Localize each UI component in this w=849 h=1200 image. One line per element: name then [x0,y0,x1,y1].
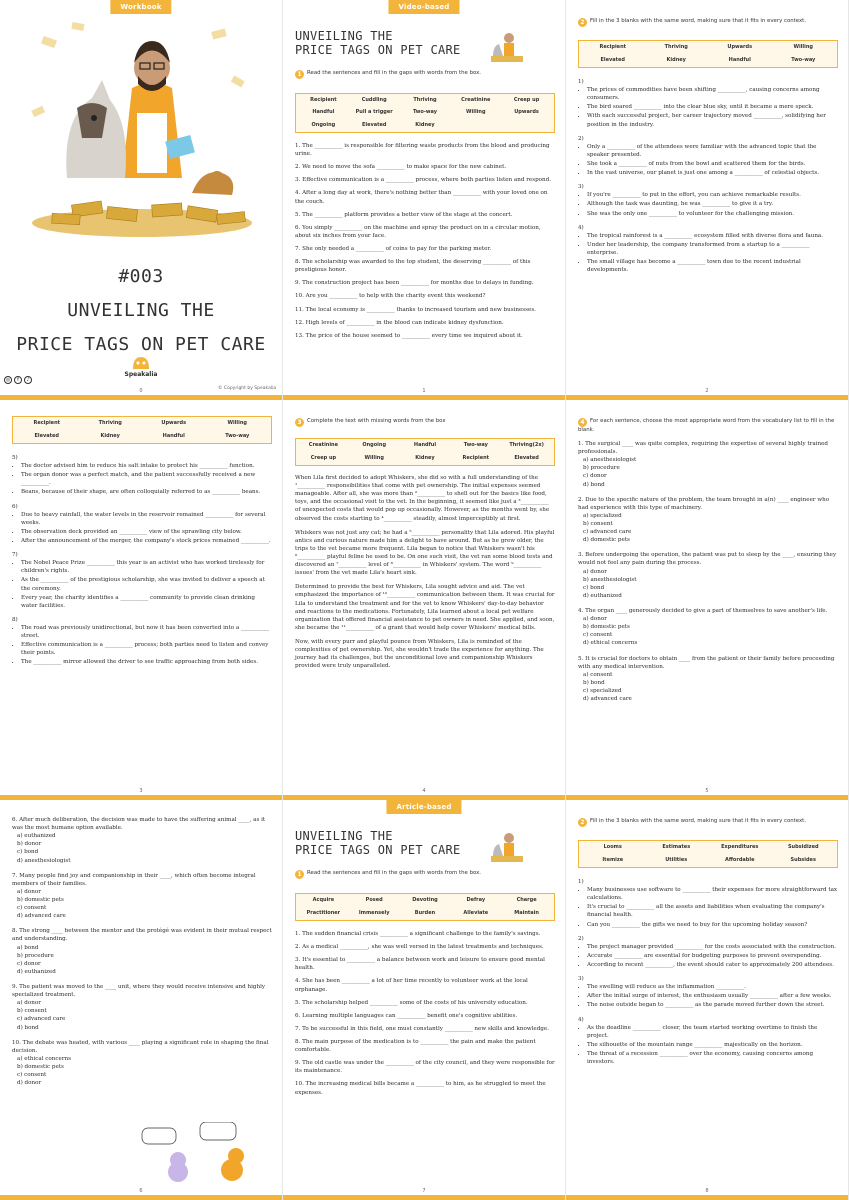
word-box-item: Upwards [727,44,753,50]
sentence: 4. After a long day at work, there's nothing better than __________ with your loved one on the couch. [295,190,548,205]
sentence: 10. Are you __________ to help with the charity event this weekend? [295,293,486,300]
word-box-item: Willing [466,109,486,116]
page-number: 0 [139,388,143,394]
section-title-line2: PRICE TAGS ON PET CARE [295,842,461,857]
page-video-exercise-2 [566,0,849,400]
block-items [578,1024,838,1067]
answer-option[interactable]: a) donor [583,616,607,623]
cover-title-line2: PRICE TAGS ON PET CARE [16,334,266,355]
mcq-question [578,551,838,600]
page-number: 6 [139,1188,143,1194]
block-label: 2) [578,935,584,942]
word-box-item: Subsides [790,856,816,863]
word-box-item: Willing [227,420,247,426]
question-text: 3. Before undergoing the operation, the patient was put to sleep by the ____, ensuring they would not feel any pain during the process. [578,552,837,567]
blank-block [12,503,272,546]
answer-option[interactable]: b) bond [583,679,605,686]
block-label: 7) [12,552,18,559]
page-number: 4 [422,788,426,794]
word-box-item: Creep up [513,97,540,103]
question-text: 10. The debate was heated, with various ____ playing a significant role in shaping the final decision. [12,1039,269,1054]
block-item: • She took a __________ of nuts from the bowl and scattered them for the birds. [587,160,838,168]
block-item: • Many businesses use software to __________ their expenses for more straightforward tax calculations. [587,886,838,902]
block-label: 3) [578,976,584,983]
block-item: • Effective communication is a __________ process; both parties need to listen and convey their points. [21,641,272,657]
block-item: • The small village has become a __________ town due to the recent industrial developments. [587,258,838,274]
block-label: 6) [12,503,18,510]
block-item: • According to recent __________, the event should cater to approximately 200 attendees. [587,961,838,969]
block-items [12,624,272,667]
page-bar [283,1195,565,1200]
page-bar [0,1195,282,1200]
mcq-list [12,816,272,1094]
question-text: 4. The organ ____ generously decided to give a part of themselves to save another's life. [578,607,828,614]
block-item: • Only a __________ of the attendees were familiar with the advanced topic that the speaker presented. [587,143,838,159]
page-video-exercise-1 [283,0,566,400]
sentence: 5. The scholarship helped __________ some of the costs of his university education. [295,999,528,1006]
answer-option[interactable]: a) anesthesiologist [583,457,637,464]
brand-logo-icon [131,355,151,371]
block-item: • The bird soared __________ into the clear blue sky, until it became a mere speck. [587,103,838,111]
word-box [295,893,555,921]
blank-block [12,454,272,497]
answer-option[interactable]: a) bond [17,944,39,951]
block-items [578,983,838,1009]
mcq-question [578,440,838,489]
answer-option[interactable]: b) consent [17,1008,47,1015]
answer-option[interactable]: a) donor [583,568,607,575]
answer-option[interactable]: b) consent [583,520,613,527]
word-box-item: Upwards [514,109,539,116]
blank-block [578,224,838,275]
sentence: 6. Learning multiple languages can __________ benefit one's cognitive abilities. [295,1012,518,1019]
block-item: • Under her leadership, the company transformed from a startup to a __________ enterprise. [587,241,838,257]
exercise-number: 2 [578,818,587,827]
block-item: • The __________ mirror allowed the driver to see traffic approaching from both sides. [21,658,272,666]
sentence: 3. Effective communication is a __________ process, where both parties listen and respond. [295,177,551,184]
block-item: • The tropical rainforest is a __________ ecosystem filled with diverse flora and fauna. [587,232,838,240]
block-item: • In the vast universe, our planet is just one among a __________ of celestial objects. [587,169,838,177]
article-based-banner: Article-based [386,800,461,814]
blank-block [12,616,272,667]
page-cover [0,0,283,400]
sentence-list [295,930,555,1102]
sentence: 9. The old castle was under the __________ of the city council, and they were responsible for its maintenance. [295,1060,555,1075]
word-box-item: Utilities [665,856,688,863]
video-based-banner: Video-based [388,0,459,14]
page-video-exercise-4 [566,400,849,800]
gap-text [295,474,555,676]
answer-option[interactable]: c) specialized [583,687,622,694]
word-box [295,438,555,466]
page-number: 2 [705,388,709,394]
word-box-item: Looms [603,844,622,850]
sentence: 12. High levels of __________ in the blood can indicate kidney dysfunction. [295,319,504,326]
facebook-icon[interactable]: f [14,376,22,384]
word-box [578,840,838,868]
mcq-list [578,440,838,710]
word-box-item: Expenditures [721,844,759,850]
block-item: • The observation deck provided an __________ view of the sprawling city below. [21,528,272,536]
word-box-item: Recipient [310,97,337,103]
word-box [578,40,838,68]
block-item: • It's crucial to __________ all the assets and liabilities when evaluating the company's financial health. [587,903,838,919]
block-items [12,559,272,610]
word-box-item: Immensely [358,909,390,916]
answer-option[interactable]: a) consent [583,671,613,678]
word-box-item: Kidney [666,56,686,63]
exercise-number: 4 [578,418,587,427]
word-box-item: Elevated [361,121,387,128]
exercise-number: 2 [578,18,587,27]
page-bar [566,1195,848,1200]
sentence: 1. The __________ is responsible for filtering waste products from the blood and producing urine. [295,143,550,158]
word-box-item: Devoting [412,897,438,903]
answer-option[interactable]: d) domestic pets [583,537,630,544]
block-item: • After the announcement of the merger, the company's stock prices remained __________. [21,537,272,545]
page-number: 3 [139,788,143,794]
sentence: 2. As a medical __________, she was well versed in the latest treatments and techniques. [295,944,544,951]
word-box-item: Elevated [514,454,539,461]
answer-option[interactable]: d) bond [17,1024,39,1031]
brand-name: Speakalia [124,371,158,378]
word-box-item: Subsidized [787,844,819,850]
social-links [4,376,32,384]
word-box-item: Affordable [725,856,755,863]
sentence: 8. The main purpose of the medication is to __________ the pain and make the patient comfortable. [295,1038,536,1054]
block-item: • The Nobel Peace Prize __________ this year is an activist who has worked tirelessly for children's rights. [21,559,272,575]
block-items [12,511,272,545]
word-box-item: Posed [365,897,383,903]
block-item: • Accurate __________ are essential for budgeting purposes to prevent overspending. [587,952,838,960]
word-box-item: Recipient [33,420,61,426]
answer-option[interactable]: a) donor [17,1000,41,1007]
sentence: 9. The construction project has been __________ for months due to delays in funding. [295,280,534,287]
word-box-item: Kidney [100,432,120,439]
workbook-banner: Workbook [110,0,171,14]
sentence: 4. She has been __________ a lot of her time recently to volunteer work at the local orphanage. [295,978,528,993]
answer-option[interactable]: d) ethical concerns [583,640,638,647]
block-item: • Beans, because of their shape, are often colloquially referred to as __________ beans. [21,488,272,496]
word-box-item: Itemize [602,856,624,863]
answer-option[interactable]: b) domestic pets [17,1063,64,1070]
page-video-exercise-2-cont [0,400,283,800]
sentence: 11. The local economy is __________ thanks to increased tourism and new businesses. [295,306,536,313]
word-box-item: Thriving [664,44,688,50]
word-box-item: Thriving(2x) [509,442,544,448]
sentence: 7. She only needed a __________ of coins to pay for the parking meter. [295,245,492,252]
block-items [578,143,838,177]
block-item: • The silhouette of the mountain range __________ majestically on the horizon. [587,1041,838,1049]
word-box-item: Maintain [514,909,539,916]
word-box [12,416,272,444]
word-box-item: Cuddling [361,97,387,103]
mcq-question [12,816,272,865]
answer-option[interactable]: d) advanced care [583,696,632,703]
sentence: 6. You simply __________ on the machine and spray the product on in a circular motion, about six inches from your face. [295,224,541,239]
block-label: 1) [578,79,584,85]
cats-with-speech-bubbles-icon [140,1122,270,1190]
section-title-line1: UNVEILING THE [295,29,393,43]
block-item: • After the initial surge of interest, the enthusiasm usually __________ after a few weeks. [587,992,838,1000]
block-item: • The threat of a recession __________ over the economy, causing concerns among investors. [587,1050,838,1066]
block-item: • The doctor advised him to reduce his salt intake to protect his __________ function. [21,462,272,470]
sentence: 5. The __________ platform provides a better view of the stage at the concert. [295,211,513,218]
question-text: 6. After much deliberation, the decision was made to have the suffering animal ____, as it was the most humane option available. [12,817,266,832]
block-item: • Due to heavy rainfall, the water levels in the reservoir remained __________ for several weeks. [21,511,272,527]
block-label: 2) [578,135,584,142]
exercise-number: 1 [295,870,304,879]
word-box-item: Estimates [662,844,691,850]
answer-option[interactable]: d) euthanized [583,592,622,599]
word-box-item: Upwards [161,420,187,426]
word-box-item: Creep up [310,454,337,461]
exercise-instruction: 2 Fill in the 3 blanks with the same word, making sure that it fits in every context. [578,818,838,827]
page-video-exercise-3 [283,400,566,800]
block-items [578,86,838,129]
block-item: • The organ donor was a perfect match, and the patient successfully received a new __________. [21,471,272,487]
answer-option[interactable]: a) donor [17,888,41,895]
word-box-item: Willing [364,454,384,461]
blank-block [578,183,838,217]
answer-option[interactable]: b) donor [17,841,42,848]
block-item: • The project manager provided __________ for the costs associated with the construction. [587,943,838,951]
answer-option[interactable]: b) domestic pets [17,896,64,903]
question-text: 1. The surgical ____ was quite complex, requiring the expertise of several highly trained professionals. [578,441,828,456]
instagram-icon[interactable]: ◎ [5,377,11,383]
word-box-item: Two-way [225,432,250,439]
word-box-item: Practitioner [306,909,341,916]
word-box-item: Recipient [462,454,490,461]
word-box [295,93,555,133]
answer-option[interactable]: c) donor [17,960,41,967]
text-paragraph: Determined to provide the best for Whiskers, Lila sought advice and aid. The vet emphasized the importance of ¹⁰__________ communication between them. It was crucial for Lila to understand the treatment and for the vet to know Whiskers' day-to-day behavior and reactions to the medications. Fortunately, Lila learned about a local pet welfare organization that offered financial assistance to pet owners in need. She applied, and soon, she became the ¹¹__________ of a grant that would help cover Whiskers' medical bills. [295,584,555,631]
block-item: • If you're __________ to put in the effort, you can achieve remarkable results. [587,191,838,199]
block-items [578,232,838,275]
word-box-item: Pull a trigger [355,109,393,116]
word-box-item: Defray [466,897,486,903]
copyright: © Copyright by Speakalia [218,386,277,391]
answer-option[interactable]: d) donor [17,1080,42,1087]
tiktok-icon[interactable]: ♪ [24,376,32,384]
question-text: 5. It is crucial for doctors to obtain ____ from the patient or their family before proceeding with any medical intervention. [578,655,835,670]
word-box-item: Kidney [415,454,435,461]
page-number: 8 [705,1188,709,1194]
exercise-instruction: 1 Read the sentences and fill in the gaps with words from the box. [295,70,555,79]
blank-block [578,135,838,178]
question-text: 2. Due to the specific nature of the problem, the team brought in a(n) ____ engineer who had experience with this type of machinery. [578,496,830,511]
blank-block [578,935,838,969]
word-box-item: Alleviate [463,909,489,916]
answer-option[interactable]: d) euthanized [17,968,56,975]
block-label: 4) [578,224,584,231]
question-text: 7. Many people find joy and companionship in their ____, which often become integral members of their families. [12,872,256,887]
block-items [578,943,838,969]
answer-option[interactable]: a) specialized [583,512,622,519]
cover-title-line1: UNVEILING THE [67,300,215,321]
block-item: • Although the task was daunting, he was __________ to give it a try. [587,200,838,208]
block-label: 5) [12,455,18,461]
blank-block [12,551,272,610]
block-item: • The swelling will reduce as the inflammation __________. [587,983,838,991]
mcq-question [578,655,838,704]
word-box-item: Kidney [415,121,435,128]
block-items [578,886,838,929]
word-box-item: Two-way [791,56,816,63]
block-item: • Can you __________ the gifts we need to buy for the upcoming holiday season? [587,921,838,929]
mcq-question [578,496,838,545]
mcq-question [12,1039,272,1088]
answer-option[interactable]: c) advanced care [17,1016,66,1023]
sentence: 13. The price of the house seemed to __________ every time we inquired about it. [295,332,523,339]
word-box-item: Thriving [413,97,437,103]
page-number: 5 [705,788,709,794]
page-article-exercise-2 [566,800,849,1200]
block-label: 8) [12,616,18,623]
word-box-item: Charge [516,897,537,903]
word-box-item: Ongoing [311,121,336,128]
word-box-item: Handful [312,109,335,116]
answer-option[interactable]: a) euthanized [17,833,56,840]
blank-block [578,878,838,929]
block-label: 1) [578,879,584,885]
sentence: 3. It's essential to __________ a balance between work and leisure to ensure good mental health. [295,957,545,972]
exercise-instruction: 2 Fill in the 3 blanks with the same word, making sure that it fits in every context. [578,18,838,27]
blank-block [578,1016,838,1067]
block-item: • As the deadline __________ closer, the team started working overtime to finish the project. [587,1024,838,1040]
mcq-question [12,983,272,1032]
mcq-question [578,607,838,648]
block-items [578,191,838,217]
block-item: • The road was previously unidirectional, but now it has been converted into a __________ street. [21,624,272,640]
cover-code: #003 [118,266,164,287]
page-video-exercise-4-cont [0,800,283,1200]
blank-blocks [578,78,838,280]
sentence: 8. The scholarship was awarded to the top student, the deserving __________ of this prestigious honor. [295,259,531,274]
exercise-instruction: 4 For each sentence, choose the most appropriate word from the vocabulary list to fill in the blank. [578,418,835,433]
block-item: • As the __________ of the prestigious scholarship, she was invited to deliver a speech at the ceremony. [21,576,272,592]
mcq-question [12,872,272,921]
answer-option[interactable]: b) anesthesiologist [583,576,637,583]
answer-option[interactable]: c) consent [17,905,47,912]
exercise-instruction: 1 Read the sentences and fill in the gaps with words from the box. [295,870,555,879]
block-item: • She was the only one __________ to volunteer for the challenging mission. [587,210,838,218]
word-box-item: Handful [728,56,751,63]
word-box-item: Handful [413,442,437,448]
question-text: 8. The strong ____ between the mentor and the protégé was evident in their mutual respect and understanding. [12,928,272,943]
section-title-line1: UNVEILING THE [295,829,393,843]
word-box-item: Two-way [463,442,488,448]
answer-option[interactable]: b) procedure [17,952,54,959]
answer-option[interactable]: c) donor [583,473,607,480]
answer-option[interactable]: c) consent [17,1072,47,1079]
answer-option[interactable]: a) ethical concerns [17,1055,71,1062]
answer-option[interactable]: d) anesthesiologist [17,857,71,864]
word-box-item: Acquire [312,897,335,903]
cover-illustration [12,18,271,243]
man-with-dog-icon [489,30,525,64]
answer-option[interactable]: b) procedure [583,465,620,472]
block-items [12,462,272,496]
sentence: 7. To be successful in this field, one must constantly __________ new skills and knowledge. [295,1025,549,1032]
answer-option[interactable]: c) bond [17,849,39,856]
mcq-question [12,927,272,976]
answer-option[interactable]: c) bond [583,584,605,591]
word-box-item: Thriving [98,420,122,426]
blank-block [578,975,838,1009]
blank-blocks [578,878,838,1072]
block-item: • The noise outside began to __________ as the parade moved further down the street. [587,1001,838,1009]
page-number: 1 [422,388,426,394]
block-label: 4) [578,1016,584,1023]
sentence: 2. We need to move the sofa __________ to make space for the new cabinet. [295,164,507,171]
word-box-item: Creatinine [461,97,491,103]
text-paragraph: When Lila first decided to adopt Whiskers, she did so with a full understanding of the ¹__________ responsibilities that come with pet ownership. The initial expenses seemed manageable. After all, she was more than ²__________ to shell out for the basics like food, toys, and the occasional visit to the vet. In the beginning, it seemed like just a ³__________ of unexpected costs that would pop up occasionally. However, as the months went by, she observed the costs starting to ⁴__________ steadily, almost imperceptibly at first. [295,475,550,522]
exercise-instruction: 3 Complete the text with missing words from the box [295,418,555,427]
word-box-item: Handful [162,432,185,439]
blank-blocks [12,454,272,673]
sentence: 1. The sudden financial crisis __________ a significant challenge to the family's savings. [295,931,541,937]
page-article-exercise-1 [283,800,566,1200]
word-box-item: Ongoing [362,442,387,448]
block-item: • The prices of commodities have been shifting __________, causing concerns among consumers. [587,86,838,102]
exercise-number: 1 [295,70,304,79]
answer-option[interactable]: b) domestic pets [583,624,630,631]
word-box-item: Creatinine [308,442,339,448]
sentence-list [295,142,555,345]
question-text: 9. The patient was moved to the ____ unit, where they would receive intensive and highly specialized treatment. [12,983,266,999]
section-title-line2: PRICE TAGS ON PET CARE [295,42,461,57]
word-box-item: Elevated [34,432,59,439]
answer-option[interactable]: d) bond [583,481,605,488]
word-box-item: Two-way [412,109,438,116]
text-paragraph: Now, with every purr and playful pounce from Whiskers, Lila is reminded of the complexities of pet ownership. Yet, she wouldn't trade the experience for anything. The journey had its challenges, but the unconditional love and companionship Whiskers provided were truly unparalleled. [295,638,544,670]
answer-option[interactable]: d) advanced care [17,913,66,920]
block-item: • With each successful project, her career trajectory moved __________, solidifying her position in the industry. [587,112,838,128]
sentence: 10. The increasing medical bills became a __________ to him, as he struggled to meet the expenses. [295,1081,546,1096]
block-item: • Every year, the charity identifies a __________ community to provide clean drinking water facilities. [21,594,272,610]
word-box-item: Burden [414,909,436,916]
word-box-item: Elevated [600,56,625,63]
exercise-number: 3 [295,418,304,427]
text-paragraph: Whiskers was not just any cat; he had a ⁵__________ personality that Lila adored. His playful antics and curious nature made him a delight to have around. But as he grew older, the trips to the vet became more frequent. Lila began to notice that Whiskers wasn't his ⁶__________ playful feline he used to be. On one such visit, the vet ran some blood tests and discovered an ⁷__________ level of ⁸__________ in Whiskers' system. The word ⁹__________ issues' from the vet made Lila's heart sink. [295,529,555,577]
page-number: 7 [422,1188,426,1194]
answer-option[interactable]: c) advanced care [583,529,632,536]
word-box-item: Recipient [599,44,627,50]
answer-option[interactable]: c) consent [583,632,613,639]
block-label: 3) [578,184,584,191]
word-box-item: Willing [793,44,813,50]
blank-block [578,78,838,129]
man-with-dog-icon [489,830,525,864]
